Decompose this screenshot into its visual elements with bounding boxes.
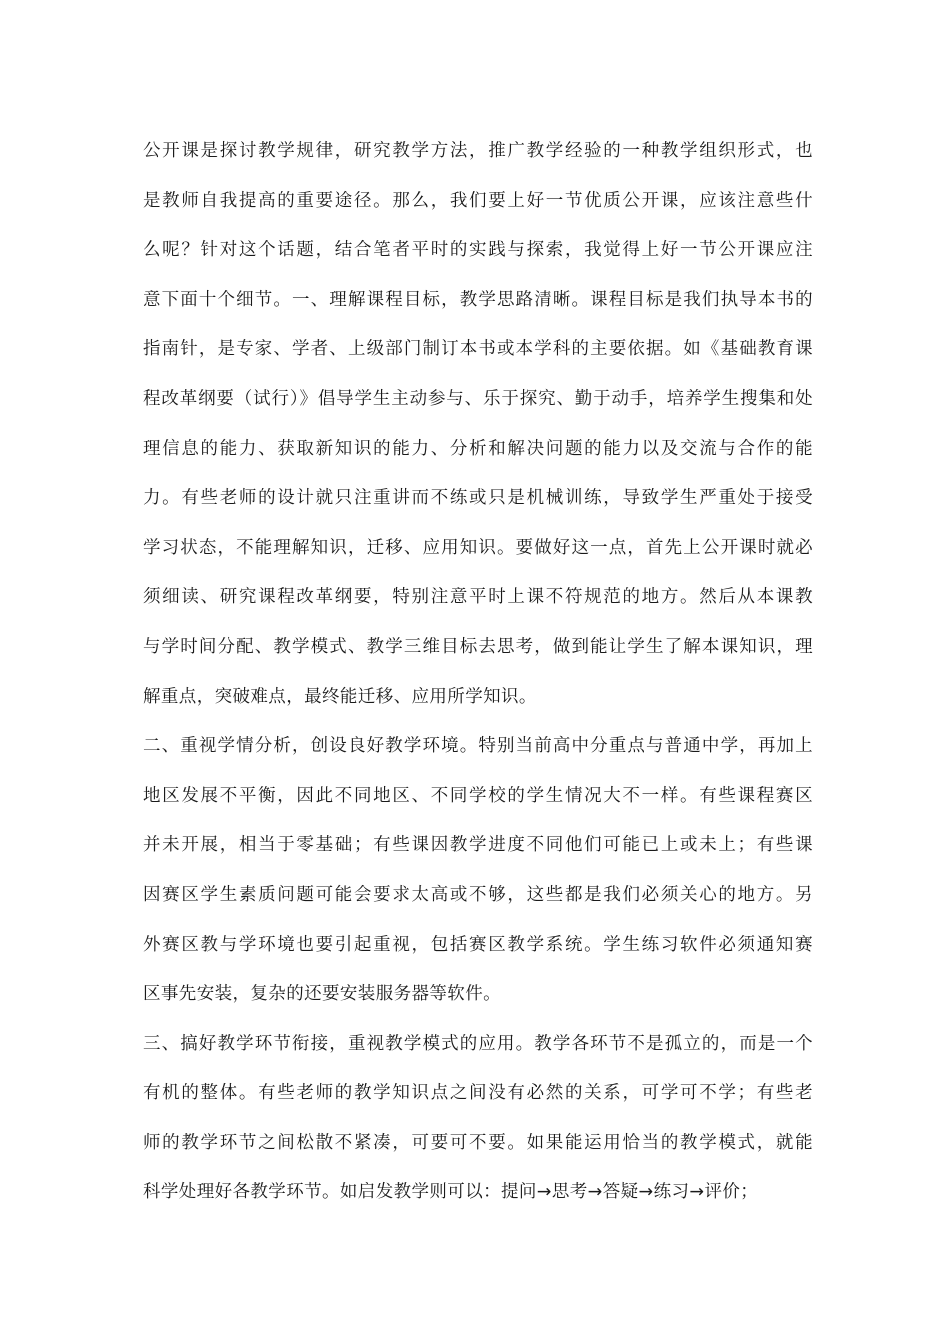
text-line: 力。有些老师的设计就只注重讲而不练或只是机械训练，导致学生严重处于接受 bbox=[143, 488, 813, 509]
text-line: 解重点，突破难点，最终能迁移、应用所学知识。 bbox=[143, 686, 537, 707]
text-line: 师的教学环节之间松散不紧凑，可要可不要。如果能运用恰当的教学模式，就能 bbox=[143, 1132, 813, 1153]
text-line: 三、搞好教学环节衔接，重视教学模式的应用。教学各环节不是孤立的，而是一个 bbox=[143, 1033, 813, 1054]
text-line: 学习状态，不能理解知识，迁移、应用知识。要做好这一点，首先上公开课时就必 bbox=[143, 537, 813, 558]
text-line: 与学时间分配、教学模式、教学三维目标去思考，做到能让学生了解本课知识，理 bbox=[143, 636, 813, 657]
text-line: 地区发展不平衡，因此不同地区、不同学校的学生情况大不一样。有些课程赛区 bbox=[143, 785, 813, 806]
text-line: 么呢？针对这个话题，结合笔者平时的实践与探索，我觉得上好一节公开课应注 bbox=[143, 240, 813, 261]
text-line: 并未开展，相当于零基础；有些课因教学进度不同他们可能已上或未上；有些课 bbox=[143, 835, 813, 856]
body-text bbox=[143, 133, 813, 1224]
text-line: 程改革纲要（试行）》倡导学生主动参与、乐于探究、勤于动手，培养学生搜集和处 bbox=[143, 388, 813, 409]
text-line: 指南针，是专家、学者、上级部门制订本书或本学科的主要依据。如《基础教育课 bbox=[143, 339, 813, 360]
text-line: 区事先安装，复杂的还要安装服务器等软件。 bbox=[143, 984, 501, 1005]
text-line: 二、重视学情分析，创设良好教学环境。特别当前高中分重点与普通中学，再加上 bbox=[143, 736, 813, 757]
text-line: 须细读、研究课程改革纲要，特别注意平时上课不符规范的地方。然后从本课教 bbox=[143, 587, 813, 608]
text-line: 是教师自我提高的重要途径。那么，我们要上好一节优质公开课，应该注意些什 bbox=[143, 190, 813, 211]
text-line: 有机的整体。有些老师的教学知识点之间没有必然的关系，可学可不学；有些老 bbox=[143, 1083, 813, 1104]
text-line: 因赛区学生素质问题可能会要求太高或不够，这些都是我们必须关心的地方。另 bbox=[143, 884, 813, 905]
text-line: 意下面十个细节。一、理解课程目标，教学思路清晰。课程目标是我们执导本书的 bbox=[143, 289, 813, 310]
text-line: 理信息的能力、获取新知识的能力、分析和解决问题的能力以及交流与合作的能 bbox=[143, 438, 813, 459]
text-line: 公开课是探讨教学规律，研究教学方法，推广教学经验的一种教学组织形式，也 bbox=[143, 141, 813, 161]
text-line: 外赛区教与学环境也要引起重视，包括赛区教学系统。学生练习软件必须通知赛 bbox=[143, 934, 813, 955]
text-line: 科学处理好各教学环节。如启发教学则可以：提问→思考→答疑→练习→评价； bbox=[143, 1182, 759, 1203]
